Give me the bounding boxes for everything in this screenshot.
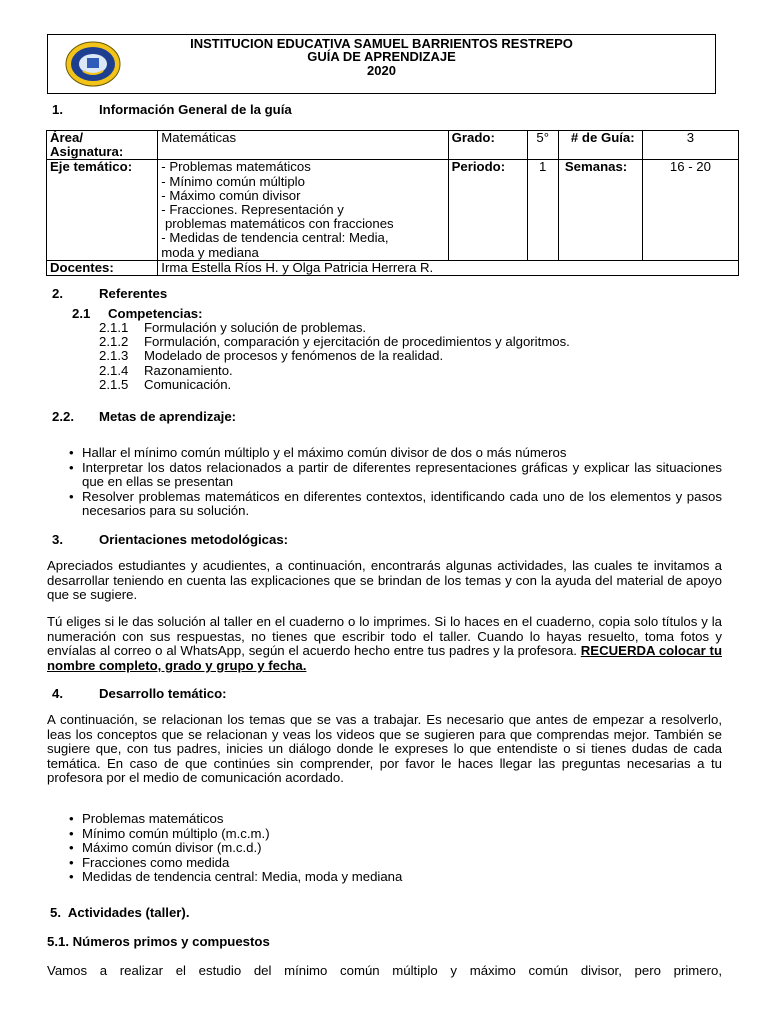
area-value: Matemáticas	[158, 131, 448, 160]
competencia-item	[99, 378, 570, 392]
section-5-heading: 5. Actividades (taller).	[50, 905, 190, 920]
guide-year: 2020	[367, 62, 396, 78]
final-paragraph: Vamos a realizar el estudio del mínimo común múltiplo y máximo común divisor, pero primero,	[47, 963, 722, 978]
section-2-2-heading	[52, 410, 236, 425]
competencia-number: 2.1.4	[99, 362, 129, 378]
institution-name: INSTITUCION EDUCATIVA SAMUEL BARRIENTOS RESTREPO	[190, 36, 573, 51]
metas-list	[68, 446, 722, 519]
competencia-item	[99, 364, 570, 378]
meta-item: • Hallar el mínimo común múltiplo y el máximo común divisor de dos o más números	[68, 446, 722, 461]
area-label: Área/ Asignatura:	[47, 131, 158, 160]
section-4-heading	[52, 687, 227, 702]
competencia-item	[99, 349, 570, 363]
section-number: 4.	[52, 686, 63, 701]
section-5-1-heading: 5.1. Números primos y compuestos	[47, 934, 270, 949]
docentes-value: Irma Estella Ríos H. y Olga Patricia Herrera R.	[158, 260, 739, 275]
tema-item: • Máximo común divisor (m.c.d.)	[68, 841, 722, 856]
docentes-label: Docentes:	[47, 260, 158, 275]
meta-item: • Interpretar los datos relacionados a partir de diferentes representaciones gráficas y explicar las situaciones que en ellas se presentan	[68, 461, 722, 490]
competencias-list	[99, 321, 570, 392]
eje-item: - Máximo común divisor	[161, 187, 301, 203]
periodo-label: Periodo:	[448, 160, 527, 260]
eje-item: - Medidas de tendencia central: Media,	[161, 230, 389, 246]
competencia-text: Formulación, comparación y ejercitación de procedimientos y algoritmos.	[144, 334, 570, 350]
semanas-label: Semanas:	[558, 160, 642, 260]
temas-list	[68, 812, 722, 885]
grado-label: Grado:	[448, 131, 527, 160]
competencia-number: 2.1.1	[99, 320, 129, 335]
section-title: Competencias:	[108, 306, 203, 321]
institution-title	[48, 37, 715, 77]
eje-item: moda y mediana	[161, 244, 259, 260]
competencia-item	[99, 335, 570, 349]
eje-topics	[158, 160, 448, 260]
competencia-text: Comunicación.	[144, 376, 232, 392]
competencia-text: Razonamiento.	[144, 362, 233, 378]
section-number: 2.2.	[52, 409, 74, 424]
section-title: Metas de aprendizaje:	[99, 409, 237, 424]
periodo-value: 1	[527, 160, 558, 260]
competencia-text: Modelado de procesos y fenómenos de la realidad.	[144, 348, 444, 364]
section-title: Información General de la guía	[99, 102, 292, 117]
section-title: Desarrollo temático:	[99, 686, 227, 701]
eje-item: - Fracciones. Representación y	[161, 202, 344, 218]
guia-label: # de Guía:	[558, 131, 642, 160]
section-number: 2.1	[72, 306, 91, 321]
eje-item: problemas matemáticos con fracciones	[161, 216, 394, 232]
section-number: 1.	[52, 102, 63, 117]
tema-item: • Mínimo común múltiplo (m.c.m.)	[68, 827, 722, 842]
guide-title: GUÍA DE APRENDIZAJE	[307, 49, 456, 65]
grado-value: 5°	[527, 131, 558, 160]
orientaciones-emphasis: RECUERDA colocar tu nombre completo, grado y grupo y fecha.	[47, 643, 722, 673]
competencia-number: 2.1.2	[99, 334, 129, 350]
competencia-item	[99, 321, 570, 335]
semanas-value: 16 - 20	[642, 160, 738, 260]
orientaciones-text: Tú eliges si le das solución al taller en el cuaderno o lo imprimes. Si lo haces en el cuaderno, copia solo títulos y la numeración con sus respuestas, no tienes que escribir todo el taller. Cuando lo hayas resuelto, toma fotos y envíalas al correo o al WhatsApp, según el acuerdo hecho entre tus padres y la profesora.	[47, 614, 722, 659]
orientaciones-paragraph-2	[47, 615, 722, 673]
document-header	[47, 34, 716, 94]
general-info-table	[46, 130, 739, 276]
competencia-number: 2.1.5	[99, 376, 129, 392]
eje-label: Eje temático:	[47, 160, 158, 260]
tema-item: • Medidas de tendencia central: Media, moda y mediana	[68, 870, 722, 885]
orientaciones-paragraph-1: Apreciados estudiantes y acudientes, a continuación, encontrarás algunas actividades, las cuales te invitamos a desarrollar teniendo en cuenta las explicaciones que se brindan de los temas y con la ayuda del material de apoyo que se sugiere.	[47, 558, 722, 603]
tema-item: • Fracciones como medida	[68, 856, 722, 871]
meta-item: • Resolver problemas matemáticos en diferentes contextos, identificando cada uno de los elementos y pasos necesarios para su solución.	[68, 490, 722, 519]
competencia-text: Formulación y solución de problemas.	[144, 320, 367, 335]
section-number: 3.	[52, 532, 63, 547]
section-2-heading	[52, 287, 167, 302]
eje-item: - Mínimo común múltiplo	[161, 173, 305, 189]
competencia-number: 2.1.3	[99, 348, 129, 364]
section-3-heading	[52, 533, 288, 548]
tema-item: • Problemas matemáticos	[68, 812, 722, 827]
guia-value: 3	[642, 131, 738, 160]
section-number: 2.	[52, 286, 63, 301]
eje-item: - Problemas matemáticos	[161, 159, 311, 175]
section-title: Referentes	[99, 286, 168, 301]
section-title: Orientaciones metodológicas:	[99, 532, 289, 547]
section-1-heading	[52, 103, 292, 118]
desarrollo-paragraph: A continuación, se relacionan los temas que se vas a trabajar. Es necesario que antes de empezar a resolverlo, leas los conceptos que se relacionan y veas los videos que se sugieren para que comprendas mejor. También se sugiere que, con tus padres, inicies un diálogo donde le expreses lo que entendiste o si tienes dudas de cada temática. En caso de que continúes sin comprender, por favor le haces llegar las preguntas necesarias a tu profesora por el medio de comunicación acordado.	[47, 712, 722, 786]
